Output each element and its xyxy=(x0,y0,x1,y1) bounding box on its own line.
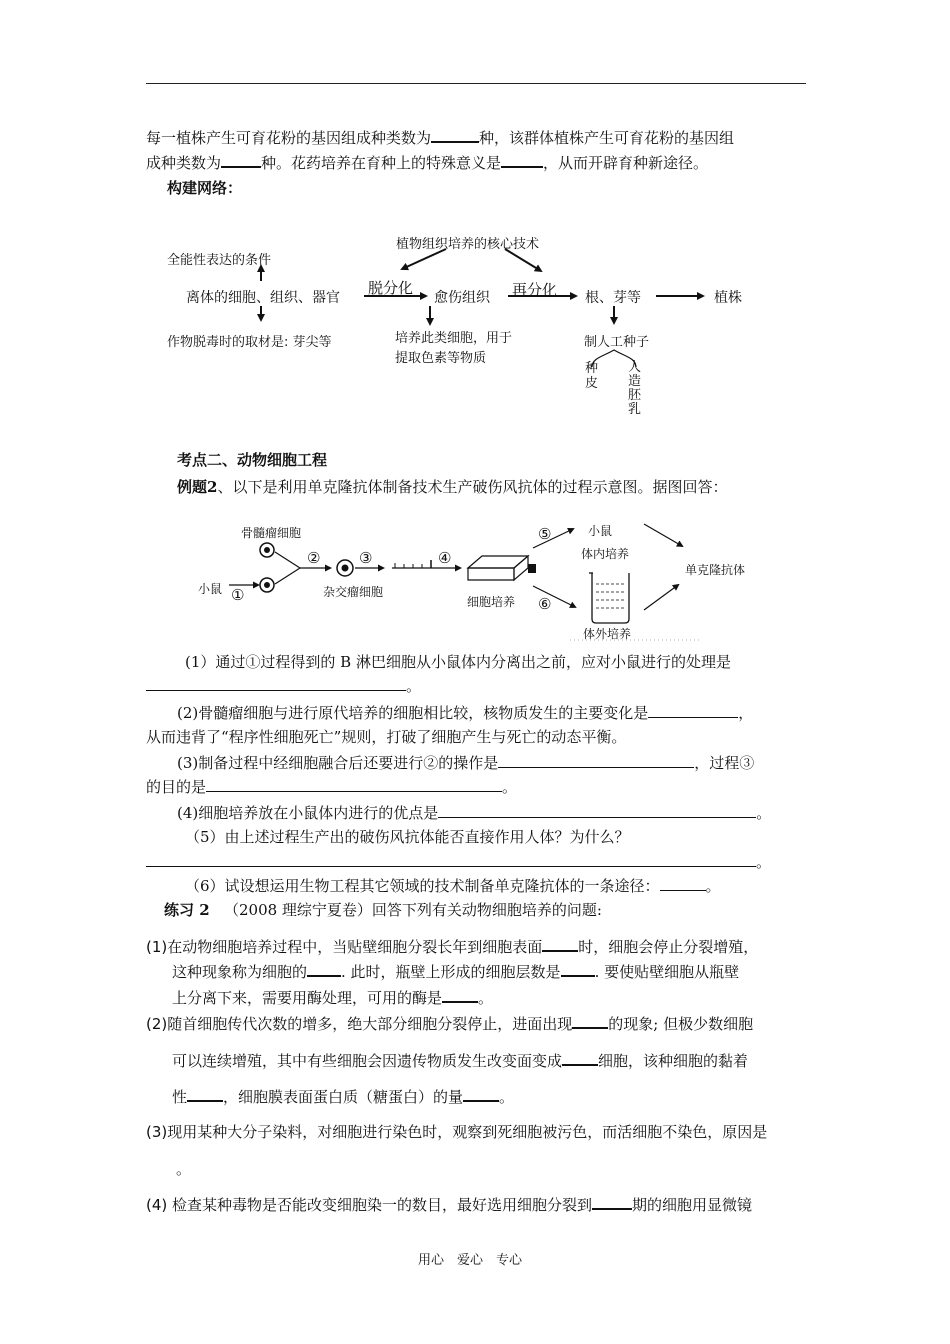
text: 现用某种大分子染料，对细胞进行染色时，观察到死细胞被污色，而活细胞不染色，原因是 xyxy=(167,1123,768,1141)
text: 。 xyxy=(478,989,494,1007)
question-6 xyxy=(185,876,721,896)
question-2-line2: 从而违背了“程序性细胞死亡”规则，打破了细胞产生与死亡的动态平衡。 xyxy=(146,728,627,746)
text: 这种现象称为细胞的 xyxy=(172,963,308,981)
blank[interactable] xyxy=(438,803,756,818)
text: 性 xyxy=(172,1088,188,1106)
text: 检查某种毒物是否能改变细胞染一的数目，最好选用细胞分裂到 xyxy=(172,1196,593,1214)
blank[interactable] xyxy=(572,1013,608,1029)
blank[interactable] xyxy=(660,876,706,891)
cell-culture-label: 细胞培养 xyxy=(467,595,516,609)
number: (2) xyxy=(146,1015,168,1033)
number: (4) xyxy=(146,1196,168,1214)
mouse-in-vivo-label-2: 体内培养 xyxy=(581,547,630,561)
practice-q2-line1 xyxy=(146,1013,753,1034)
text: 胚 xyxy=(628,388,642,403)
text: 可以连续增殖，其中有些细胞会因遗传物质发生改变面变成 xyxy=(172,1052,563,1070)
text: ，细胞膜表面蛋白质（糖蛋白）的量 xyxy=(223,1088,464,1106)
blank[interactable] xyxy=(206,777,502,792)
callus-label: 愈伤组织 xyxy=(434,290,490,306)
virus-free-label: 作物脱毒时的取材是: 芽尖等 xyxy=(167,335,332,350)
blank[interactable] xyxy=(307,961,341,977)
practice-q1-line3 xyxy=(172,987,493,1008)
practice2-line xyxy=(164,900,602,920)
step-4: ④ xyxy=(438,549,452,567)
text: 乳 xyxy=(628,402,642,417)
text: （2008 理综宁夏卷）回答下列有关动物细胞培养的问题: xyxy=(223,901,602,919)
artificial-seed-label: 制人工种子 xyxy=(584,335,650,350)
example-label: 例题2 xyxy=(177,478,218,496)
question-3-line1 xyxy=(177,753,754,773)
text: 、以下是利用单克隆抗体制备技术生产破伤风抗体的过程示意图。据图回答： xyxy=(217,478,728,496)
blank[interactable] xyxy=(442,987,478,1003)
step-5: ⑤ xyxy=(538,525,552,543)
blank[interactable] xyxy=(146,852,756,867)
text: 。 xyxy=(406,677,422,695)
text: ， xyxy=(738,704,754,722)
plant-label: 植株 xyxy=(714,290,742,306)
question-4 xyxy=(177,803,771,823)
text: ，过程③ xyxy=(694,754,755,772)
number: (3) xyxy=(146,1123,168,1141)
practice-q4-line1 xyxy=(146,1194,752,1215)
section2-title: 考点二、动物细胞工程 xyxy=(177,451,328,469)
text: 。 xyxy=(499,1088,515,1106)
number: (1) xyxy=(146,938,168,956)
step-2: ② xyxy=(307,549,321,567)
question-2-line1 xyxy=(177,703,753,723)
blank[interactable] xyxy=(187,1086,223,1102)
roots-buds-label: 根、芽等 xyxy=(585,290,641,306)
practice-q1-line1 xyxy=(146,936,758,957)
myeloma-cell-label: 骨髓瘤细胞 xyxy=(241,526,302,540)
dedifferentiation-label: 脱分化 xyxy=(368,279,414,297)
step-1: ① xyxy=(231,586,245,604)
blank[interactable] xyxy=(463,1086,499,1102)
text: 造 xyxy=(628,374,642,389)
practice-q3-line1 xyxy=(146,1122,767,1142)
condition-label: 全能性表达的条件 xyxy=(167,253,272,268)
blank[interactable] xyxy=(146,676,406,691)
text: 种。花药培养在育种上的特殊意义是 xyxy=(261,154,502,172)
redifferentiation-label: 再分化 xyxy=(512,281,558,299)
question-1: (1）通过①过程得到的 B 淋巴细胞从小鼠体内分离出之前，应对小鼠进行的处理是 xyxy=(185,653,731,671)
mouse-label: 小鼠 xyxy=(198,582,223,596)
hybridoma-label: 杂交瘤细胞 xyxy=(323,585,384,599)
question-1-answer xyxy=(146,676,421,696)
text: 在动物细胞培养过程中，当贴壁细胞分裂长年到细胞表面 xyxy=(167,938,543,956)
practice-q2-line3 xyxy=(172,1086,514,1107)
step-6: ⑥ xyxy=(538,595,552,613)
text: 每一植株产生可育花粉的基因组成种类数为 xyxy=(146,129,432,147)
blank[interactable] xyxy=(648,703,738,718)
text: 期的细胞用显微镜 xyxy=(632,1196,753,1214)
text: ，从而开辟育种新途径。 xyxy=(543,154,709,172)
text: （6）试设想运用生物工程其它领域的技术制备单克隆抗体的一条途径： xyxy=(185,877,660,895)
text: . 此时，瓶壁上形成的细胞层数是 xyxy=(341,963,561,981)
source-label: 离体的细胞、组织、器官 xyxy=(186,290,340,306)
monoclonal-antibody-label: 单克隆抗体 xyxy=(685,563,746,577)
text: 皮 xyxy=(585,376,599,391)
text: 种，该群体植株产生可育花粉的基因组 xyxy=(479,129,735,147)
in-vitro-label: 体外培养 xyxy=(583,627,632,641)
text: 的目的是 xyxy=(146,778,207,796)
text: 种 xyxy=(585,361,599,376)
culture-label-1: 培养此类细胞，用于 xyxy=(395,331,513,346)
text: 。 xyxy=(756,804,772,822)
text: 。 xyxy=(756,853,772,871)
text: 人 xyxy=(628,360,642,375)
step-3: ③ xyxy=(359,549,373,567)
text: 上分离下来，需要用酶处理，可用的酶是 xyxy=(172,989,443,1007)
mouse-in-vivo-label-1: 小鼠 xyxy=(588,524,613,538)
text: 。 xyxy=(502,778,518,796)
core-tech-label: 植物组织培养的核心技术 xyxy=(396,237,540,252)
practice-q3-line2: 。 xyxy=(176,1160,192,1178)
text: (4)细胞培养放在小鼠体内进行的优点是 xyxy=(177,804,439,822)
question-3-line2 xyxy=(146,777,517,797)
text: 。 xyxy=(705,877,721,895)
blank[interactable] xyxy=(498,753,694,768)
question-5-answer xyxy=(146,852,771,872)
practice-q2-line2 xyxy=(172,1050,748,1071)
text: . 要使贴壁细胞从瓶壁 xyxy=(594,963,740,981)
question-5: （5）由上述过程生产出的破伤风抗体能否直接作用人体？为什么？ xyxy=(185,828,630,846)
text: 成种类数为 xyxy=(146,154,222,172)
blank[interactable] xyxy=(592,1194,632,1210)
text: 细胞，该种细胞的黏着 xyxy=(598,1052,749,1070)
blank[interactable] xyxy=(562,1050,598,1066)
blank[interactable] xyxy=(542,936,578,952)
text: (2)骨髓瘤细胞与进行原代培养的细胞相比较，核物质发生的主要变化是 xyxy=(177,704,649,722)
text: 随首细胞传代次数的增多，绝大部分细胞分裂停止，进面出现 xyxy=(167,1015,573,1033)
text: 的现象; 但极少数细胞 xyxy=(608,1015,754,1033)
network-title: 构建网络： xyxy=(167,179,243,197)
practice-q1-line2 xyxy=(172,961,739,982)
text: (3)制备过程中经细胞融合后还要进行②的操作是 xyxy=(177,754,499,772)
text: 时，细胞会停止分裂增殖， xyxy=(578,938,759,956)
practice-label: 练习 2 xyxy=(164,901,210,919)
blank[interactable] xyxy=(561,961,595,977)
page-footer: 用心 爱心 专心 xyxy=(418,1253,523,1268)
culture-label-2: 提取色素等物质 xyxy=(395,351,487,366)
